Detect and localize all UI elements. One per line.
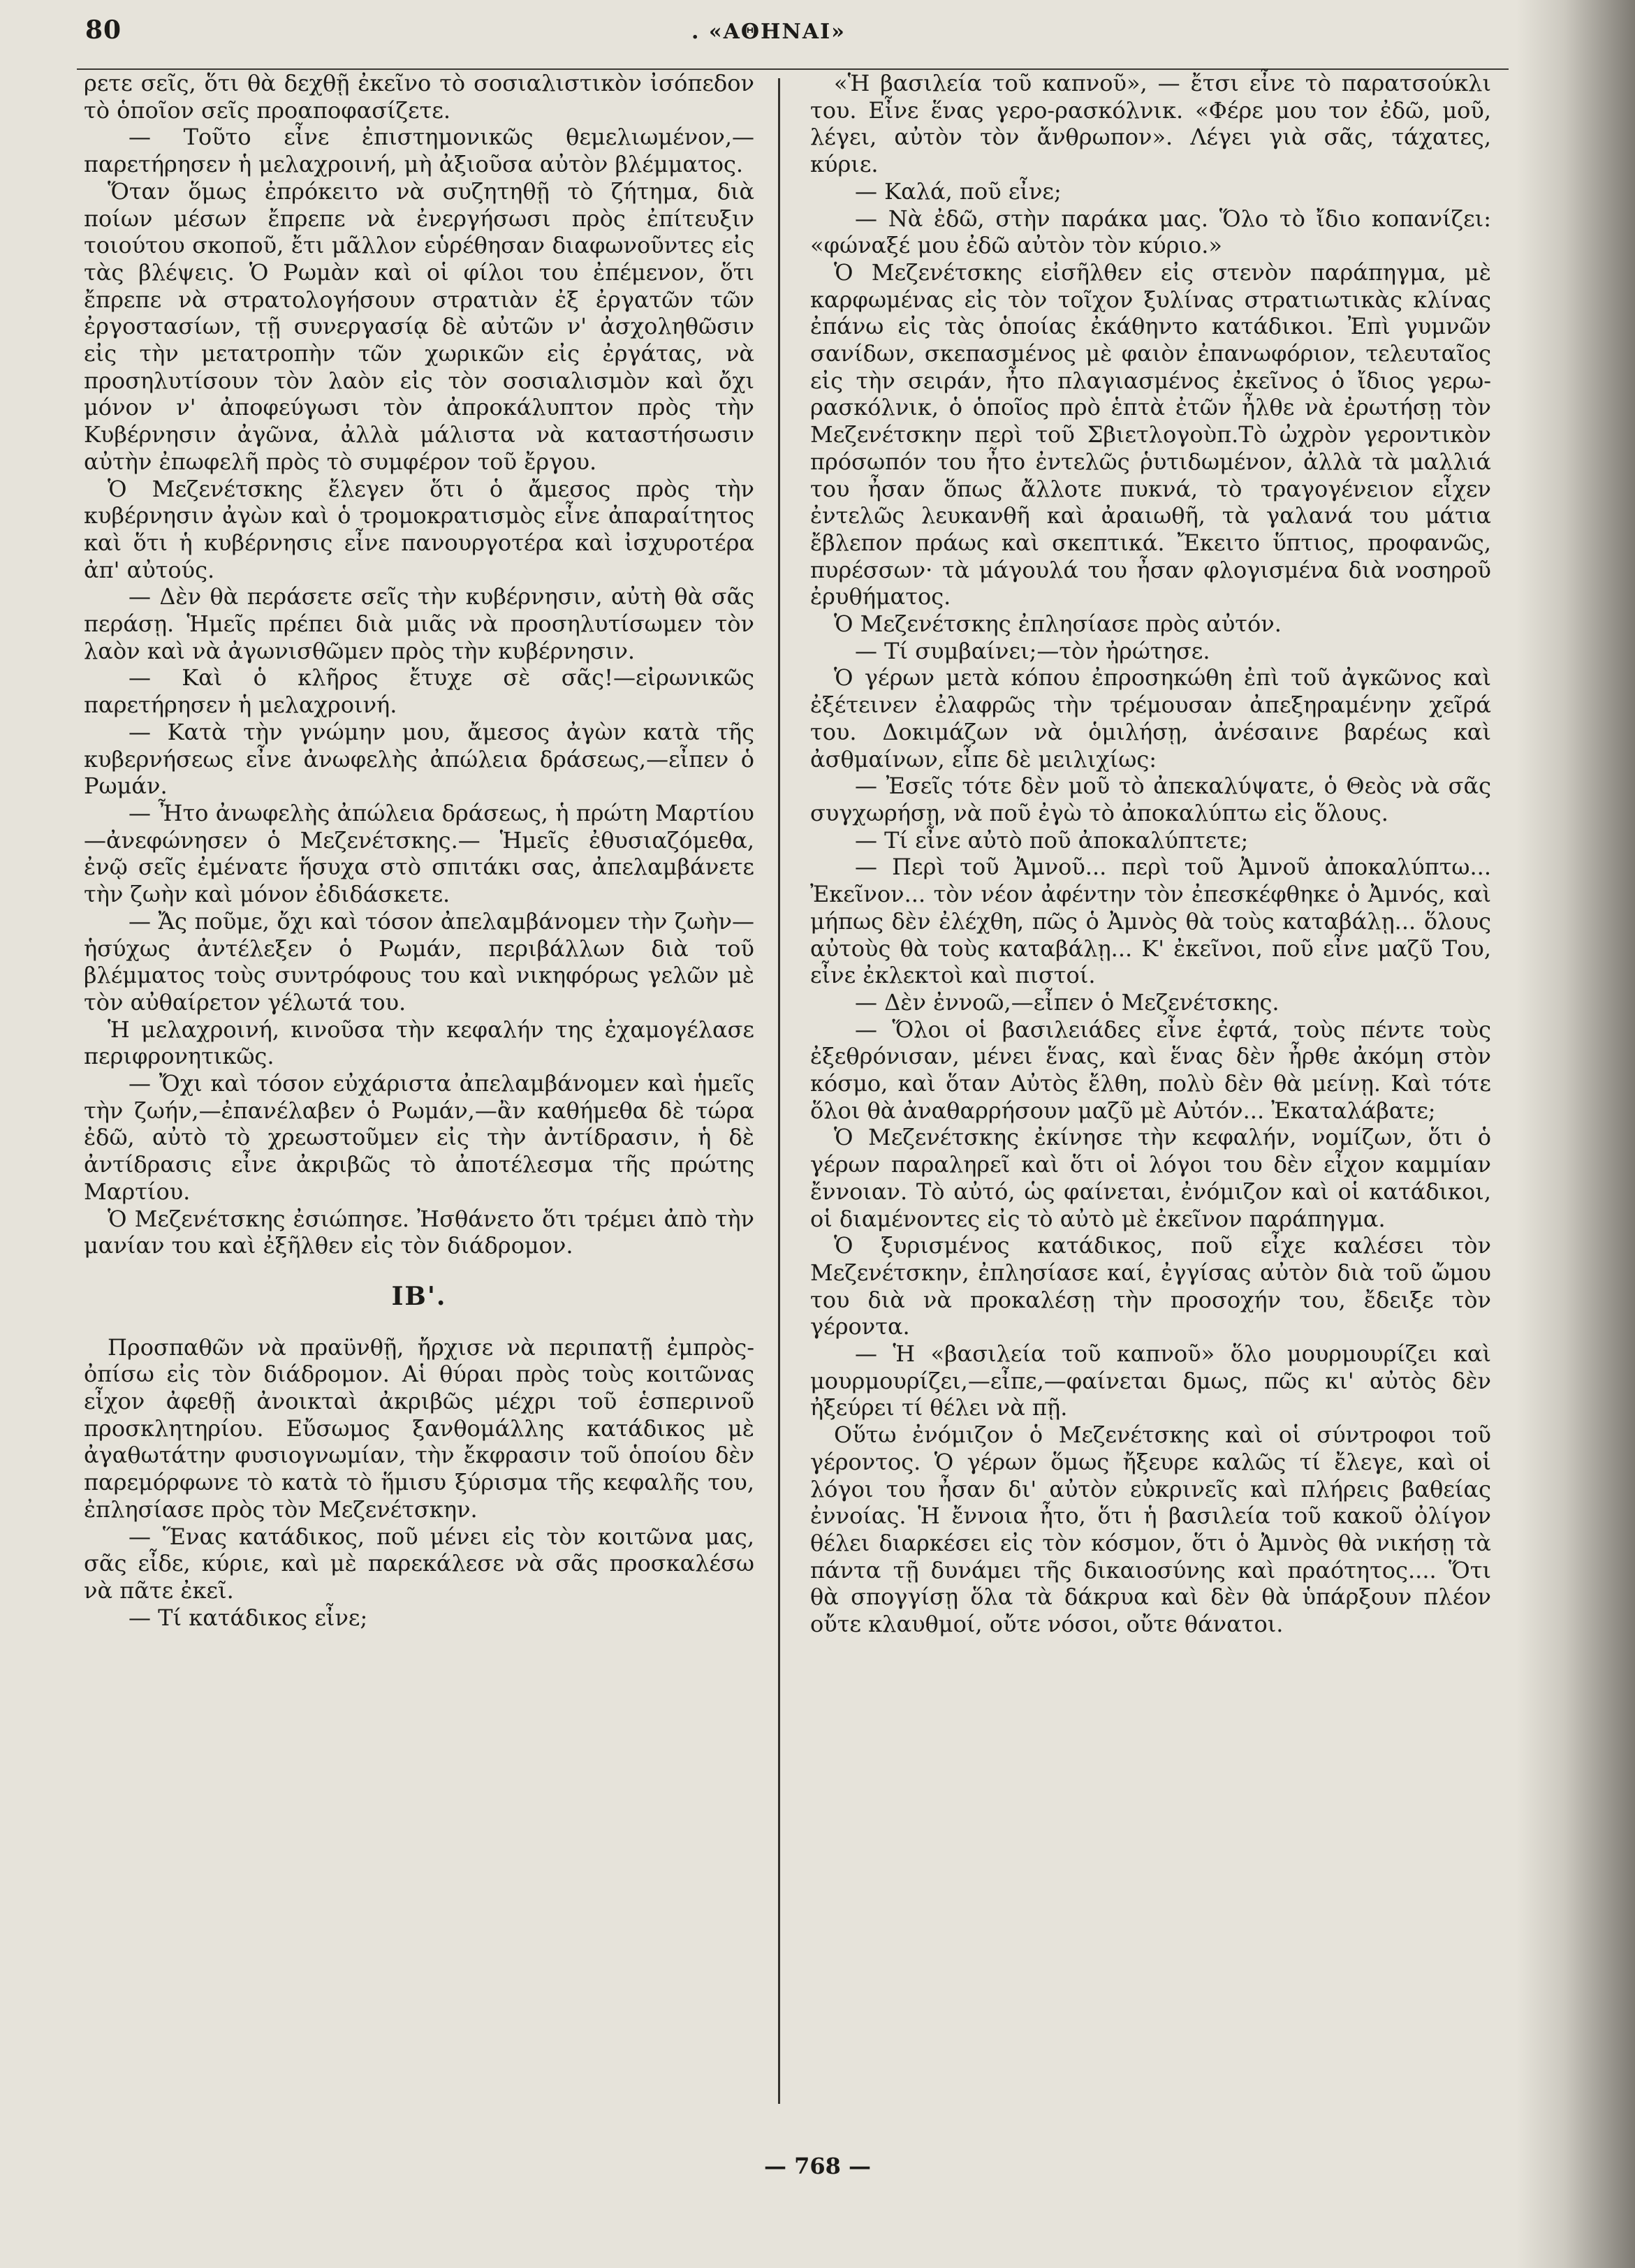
paragraph: Ὁ ξυρισμένος κατάδικος, ποῦ εἶχε καλέσει τὸν Μεζενέτσκην, ἐπλησίασε καί, ἐγγίσας αὐτὸν διὰ τοῦ ὤμου του διὰ νὰ προκαλέσῃ τὴν προσοχήν του, ἔδειξε τὸν γέροντα.	[810, 1232, 1491, 1340]
paragraph: — Ἄς ποῦμε, ὄχι καὶ τόσον ἀπελαμβάνομεν τὴν ζωὴν—ἡσύχως ἀντέλεξεν ὁ Ρωμάν, περιβάλλων διὰ τοῦ βλέμματος τοὺς συντρόφους του καὶ νικηφόρως γελῶν μὲ τὸν αὐθαίρετον γέλωτά του.	[84, 907, 754, 1016]
paragraph: — Νὰ ἐδῶ, στὴν παράκα μας. Ὅλο τὸ ἴδιο κοπανίζει: «φώναξέ μου ἐδῶ αὐτὸν τὸν κύριο.»	[810, 205, 1491, 259]
paragraph: — Τί εἶνε αὐτὸ ποῦ ἀποκαλύπτετε;	[855, 826, 1249, 854]
paragraph: Ὁ Μεζενέτσκης εἰσῆλθεν εἰς στενὸν παράπηγμα, μὲ καρφωμένας εἰς τὸν τοῖχον ξυλίνας στρατιωτικὰς κλίνας ἐπάνω εἰς τὰς ὁποίας ἐκάθηντο κατάδικοι. Ἐπὶ γυμνῶν σανίδων, σκεπασμένος μὲ φαιὸν ἐπανωφόριον, τελευταῖος εἰς τὴν σειράν, ἦτο πλαγιασμένος ἐκεῖνος ὁ ἴδιος γερω-ρασκόλνικ, ὁ ὁποῖος πρὸ ἑπτὰ ἐτῶν ἦλθε νὰ ἐρωτήσῃ τὸν Μεζενέτσκην περὶ τοῦ Σβιετλογοὺπ.Τὸ ὠχρὸν γεροντικὸν πρόσωπόν του ἦτο ἐντελῶς ῥυτιδωμένον, ἀλλὰ τὰ μαλλιά του ἦσαν ὅπως ἄλλοτε πυκνά, τὸ τραγογένειον εἶχεν ἐντελῶς λευκανθῆ καὶ ἀραιωθῆ, τὰ γαλανά του μάτια ἔβλεπον πράως καὶ σκεπτικά. Ἔκειτο ὕπτιος, προφανῶς, πυρέσσων· τὰ μάγουλά του ἦσαν φλογισμένα διὰ νοσηροῦ ἐρυθήματος.	[810, 258, 1491, 610]
left-column	[84, 70, 754, 1631]
journal-title: . «ΑΘΗΝΑΙ»	[691, 20, 846, 44]
paragraph: — Δὲν ἐννοῶ,—εἶπεν ὁ Μεζενέτσκης.	[855, 988, 1280, 1016]
paragraph: — Ἦτο ἀνωφελὴς ἀπώλεια δράσεως, ἡ πρώτη Μαρτίου—ἀνεφώνησεν ὁ Μεζενέτσκης.— Ἡμεῖς ἐθυσιαζόμεθα, ἐνῷ σεῖς ἐμένατε ἥσυχα στὸ σπιτάκι σας, ἀπελαμβάνετε τὴν ζωὴν καὶ μόνον ἐδιδάσκετε.	[84, 799, 754, 908]
paragraph: — Τοῦτο εἶνε ἐπιστημονικῶς θεμελιωμένον,—παρετήρησεν ἡ μελαχροινή, μὴ ἀξιοῦσα αὐτὸν βλέμματος.	[84, 124, 754, 178]
footer-page-number: — 768 —	[763, 2153, 872, 2179]
paragraph: — Ἡ «βασιλεία τοῦ καπνοῦ» ὅλο μουρμουρίζει καὶ μουρμουρίζει,—εἶπε,—φαίνεται δμως, πῶς κι' αὐτὸς δὲν ἠξεύρει τί θέλει νὰ πῇ.	[810, 1340, 1491, 1421]
paragraph: — Ἕνας κατάδικος, ποῦ μένει εἰς τὸν κοιτῶνα μας, σᾶς εἶδε, κύριε, καὶ μὲ παρεκάλεσε νὰ σᾶς προσκαλέσω νὰ πᾶτε ἐκεῖ.	[84, 1523, 754, 1604]
paragraph: — Καὶ ὁ κλῆρος ἔτυχε σὲ σᾶς!—εἰρωνικῶς παρετήρησεν ἡ μελαχροινή.	[84, 664, 754, 719]
paragraph: — Καλά, ποῦ εἶνε;	[855, 177, 1062, 205]
paragraph: Ὅταν ὅμως ἐπρόκειτο νὰ συζητηθῇ τὸ ζήτημα, διὰ ποίων μέσων ἔπρεπε νὰ ἐνεργήσωσι πρὸς ἐπίτευξιν τοιούτου σκοποῦ, ἔτι μᾶλλον εὑρέθησαν διαφωνοῦντες εἰς τὰς βλέψεις. Ὁ Ρωμὰν καὶ οἱ φίλοι του ἐπέμενον, ὅτι ἔπρεπε νὰ στρατολογήσουν στρατιὰν ἐξ ἐργατῶν τῶν ἐργοστασίων, τῇ συνεργασίᾳ δὲ αὐτῶν ν' ἀσχοληθῶσιν εἰς τὴν μετατροπὴν τῶν χωρικῶν εἰς ἐργάτας, νὰ προσηλυτίσουν τὸν λαὸν εἰς τὸν σοσιαλισμὸν καὶ ὄχι μόνον ν' ἀποφεύγωσι τὸν ἀπροκάλυπτον πρὸς τὴν Κυβέρνησιν ἀγῶνα, ἀλλὰ μάλιστα νὰ καταστήσωσιν αὐτὴν ἐπωφελῆ πρὸς τὸ συμφέρον τοῦ ἔργου.	[84, 177, 754, 475]
column-divider	[778, 78, 780, 2104]
paragraph: Ὁ Μεζενέτσκης ἔλεγεν ὅτι ὁ ἄμεσος πρὸς τὴν κυβέρνησιν ἀγὼν καὶ ὁ τρομοκρατισμὸς εἶνε ἀπαραίτητος καὶ ὅτι ἡ κυβέρνησις εἶνε πανουργοτέρα καὶ ἰσχυροτέρα ἀπ' αὐτούς.	[84, 475, 754, 583]
paragraph: — Τί συμβαίνει;—τὸν ἠρώτησε.	[855, 637, 1210, 664]
paragraph: — Ἐσεῖς τότε δὲν μοῦ τὸ ἀπεκαλύψατε, ὁ Θεὸς νὰ σᾶς συγχωρήσῃ, νὰ ποῦ ἐγὼ τὸ ἀποκαλύπτω εἰς ὅλους.	[810, 773, 1491, 826]
paragraph: — Δὲν θὰ περάσετε σεῖς τὴν κυβέρνησιν, αὐτὴ θὰ σᾶς περάσῃ. Ἡμεῖς πρέπει διὰ μιᾶς νὰ προσηλυτίσωμεν τὸν λαὸν καὶ νὰ ἀγωνισθῶμεν πρὸς τὴν κυβέρνησιν.	[84, 583, 754, 664]
paragraph: Οὕτω ἐνόμιζον ὁ Μεζενέτσκης καὶ οἱ σύντροφοι τοῦ γέροντος. Ὁ γέρων ὅμως ἤξευρε καλῶς τί ἔλεγε, καὶ οἱ λόγοι του ἦσαν δι' αὐτὸν εὐκρινεῖς καὶ πλήρεις βαθείας ἐννοίας. Ἡ ἔννοια ἦτο, ὅτι ἡ βασιλεία τοῦ κακοῦ ὀλίγον θέλει διαρκέσει εἰς τὸν κόσμον, ὅτι ὁ Ἀμνὸς θὰ νικήσῃ τὰ πάντα τῇ δυνάμει τῆς δικαιοσύνης καὶ πραότητος.... Ὅτι θὰ σπογγίσῃ ὅλα τὰ δάκρυα καὶ δὲν θὰ ὑπάρξουν πλέον οὔτε κλαυθμοί, οὔτε νόσοι, οὔτε θάνατοι.	[810, 1421, 1491, 1638]
section-heading: ΙΒ'.	[391, 1281, 447, 1311]
paragraph: «Ἡ βασιλεία τοῦ καπνοῦ», — ἔτσι εἶνε τὸ παρατσούκλι του. Εἶνε ἕνας γερο-ρασκόλνικ. «Φέρε μου τον ἐδῶ, μοῦ, λέγει, αὐτὸν τὸν ἄνθρωπον». Λέγει γιὰ σᾶς, τάχατες, κύριε.	[810, 70, 1491, 178]
paragraph: Προσπαθῶν νὰ πραϋνθῇ, ἤρχισε νὰ περιπατῇ ἐμπρὸς-ὀπίσω εἰς τὸν διάδρομον. Αἱ θύραι πρὸς τοὺς κοιτῶνας εἶχον ἀφεθῇ ἀνοικταὶ ἀκριβῶς μέχρι τοῦ ἑσπερινοῦ προσκλητηρίου. Εὔσωμος ξανθομάλλης κατάδικος μὲ ἀγαθωτάτην φυσιογνωμίαν, τὴν ἔκφρασιν τοῦ ὁποίου δὲν παρεμόρφωνε τὸ κατὰ τὸ ἥμισυ ξύρισμα τῆς κεφαλῆς του, ἐπλησίασε πρὸς τὸν Μεζενέτσκην.	[84, 1333, 754, 1523]
paragraph: Ὁ γέρων μετὰ κόπου ἐπροσηκώθη ἐπὶ τοῦ ἀγκῶνος καὶ ἐξέτεινεν ἐλαφρῶς τὴν τρέμουσαν ἀπεξηραμένην χεῖρά του. Δοκιμάζων νὰ ὁμιλήσῃ, ἀνέσαινε βαρέως καὶ ἀσθμαίνων, εἶπε δὲ μειλιχίως:	[810, 664, 1491, 773]
paragraph: — Ὅλοι οἱ βασιλειάδες εἶνε ἐφτά, τοὺς πέντε τοὺς ἐξεθρόνισαν, μένει ἕνας, καὶ ἕνας δὲν ἦρθε ἀκόμη στὸν κόσμο, καὶ ὅταν Αὐτὸς ἔλθη, πολὺ δὲν θὰ μείνῃ. Καὶ τότε ὅλοι θὰ ἀναθαρρήσουν μαζῦ μὲ Αὐτόν... Ἐκαταλάβατε;	[810, 1016, 1491, 1124]
paragraph: Ὁ Μεζενέτσκης ἐπλησίασε πρὸς αὐτόν.	[834, 610, 1282, 638]
page-number: 80	[85, 15, 122, 45]
paragraph: Ὁ Μεζενέτσκης ἐσιώπησε. Ἠσθάνετο ὅτι τρέμει ἀπὸ τὴν μανίαν του καὶ ἐξῆλθεν εἰς τὸν διάδρομον.	[84, 1205, 754, 1259]
binding-shadow	[1516, 0, 1635, 2268]
paragraph: — Τί κατάδικος εἶνε;	[129, 1604, 368, 1631]
paragraph: — Ὄχι καὶ τόσον εὐχάριστα ἀπελαμβάνομεν καὶ ἡμεῖς τὴν ζωήν,—ἐπανέλαβεν ὁ Ρωμάν,—ἂν καθήμεθα δὲ τώρα ἐδῶ, αὐτὸ τὸ χρεωστοῦμεν εἰς τὴν ἀντίδρασιν, ἡ δὲ ἀντίδρασις εἶνε ἀκριβῶς τὸ ἀποτέλεσμα τῆς πρώτης Μαρτίου.	[84, 1070, 754, 1205]
paragraph: — Κατὰ τὴν γνώμην μου, ἄμεσος ἀγὼν κατὰ τῆς κυβερνήσεως εἶνε ἀνωφελὴς ἀπώλεια δράσεως,—εἶπεν ὁ Ρωμάν.	[84, 718, 754, 800]
paragraph: ρετε σεῖς, ὅτι θὰ δεχθῇ ἐκεῖνο τὸ σοσιαλιστικὸν ἰσόπεδον τὸ ὁποῖον σεῖς προαποφασίζετε.	[84, 70, 754, 124]
right-column	[810, 70, 1491, 1638]
paragraph: Ἡ μελαχροινή, κινοῦσα τὴν κεφαλήν της ἐχαμογέλασε περιφρονητικῶς.	[84, 1016, 754, 1070]
paragraph: Ὁ Μεζενέτσκης ἐκίνησε τὴν κεφαλήν, νομίζων, ὅτι ὁ γέρων παραληρεῖ καὶ ὅτι οἱ λόγοι του δὲν εἶχον καμμίαν ἔννοιαν. Τὸ αὐτό, ὡς φαίνεται, ἐνόμιζον καὶ οἱ κατάδικοι, οἱ διαμένοντες εἰς τὸ αὐτὸ μὲ ἐκεῖνον παράπηγμα.	[810, 1124, 1491, 1232]
paragraph: — Περὶ τοῦ Ἀμνοῦ... περὶ τοῦ Ἀμνοῦ ἀποκαλύπτω... Ἐκεῖνον... τὸν νέον ἀφέντην τὸν ἐπεσκέφθηκε ὁ Ἀμνός, καὶ μήπως δὲν ἐλέχθη, πῶς ὁ Ἀμνὸς θὰ τοὺς καταβάλῃ... ὅλους αὐτοὺς θὰ τοὺς καταβάλῃ... Κ' ἐκεῖνοι, ποῦ εἶνε μαζῦ Του, εἶνε ἐκλεκτοὶ καὶ πιστοί.	[810, 854, 1491, 989]
